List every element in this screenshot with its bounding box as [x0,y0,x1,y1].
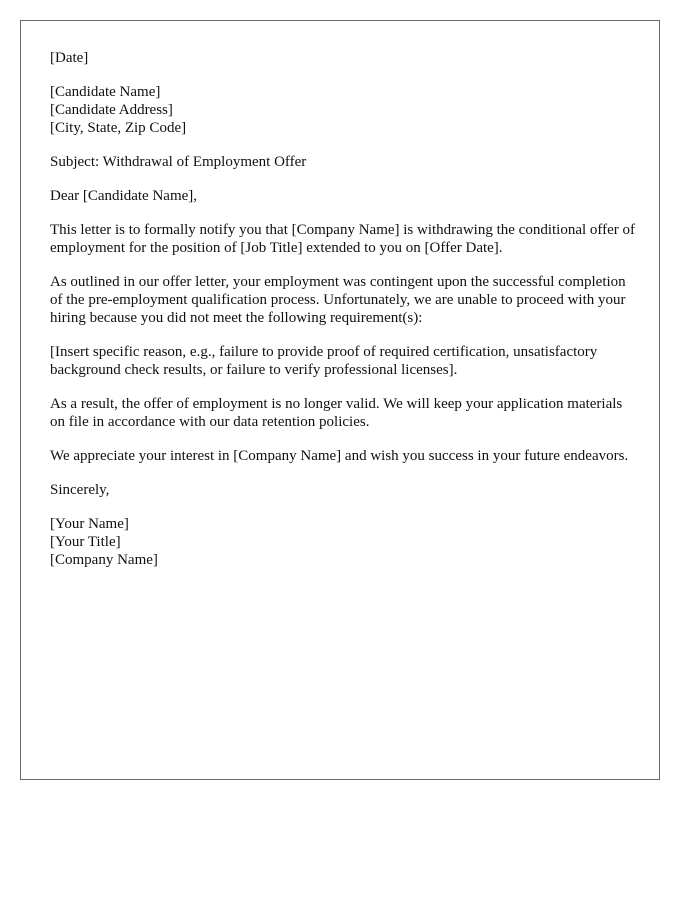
signature-block [50,515,640,569]
paragraph-contingency: As outlined in our offer letter, your employment was contingent upon the successful completion of the pre-employment qualification process. Unfortunately, we are unable to proceed with your hiring because you did not meet the following requirement(s): [50,274,626,326]
signature-title: [Your Title] [50,534,121,550]
paragraph-specific-reason: [Insert specific reason, e.g., failure to provide proof of required certification, unsatisfactory background check results, or failure to verify professional licenses]. [50,344,598,378]
signature-company: [Company Name] [50,552,158,568]
letter-subject: Subject: Withdrawal of Employment Offer [50,154,307,170]
paragraph-withdrawal-notice: This letter is to formally notify you that [Company Name] is withdrawing the conditional offer of employment for the position of [Job Title] extended to you on [Offer Date]. [50,222,636,256]
paragraph-appreciation: We appreciate your interest in [Company Name] and wish you success in your future endeavors. [50,448,629,464]
recipient-city-state-zip: [City, State, Zip Code] [50,120,187,136]
letter-closing: Sincerely, [50,482,110,498]
letter-body [50,49,640,585]
letter-page [20,20,660,780]
letter-date: [Date] [50,50,89,66]
letter-salutation: Dear [Candidate Name], [50,188,198,204]
signature-name: [Your Name] [50,516,129,532]
recipient-address: [Candidate Address] [50,102,173,118]
paragraph-offer-invalid: As a result, the offer of employment is no longer valid. We will keep your application materials on file in accordance with our data retention policies. [50,396,623,430]
recipient-block [50,83,640,137]
recipient-name: [Candidate Name] [50,84,161,100]
